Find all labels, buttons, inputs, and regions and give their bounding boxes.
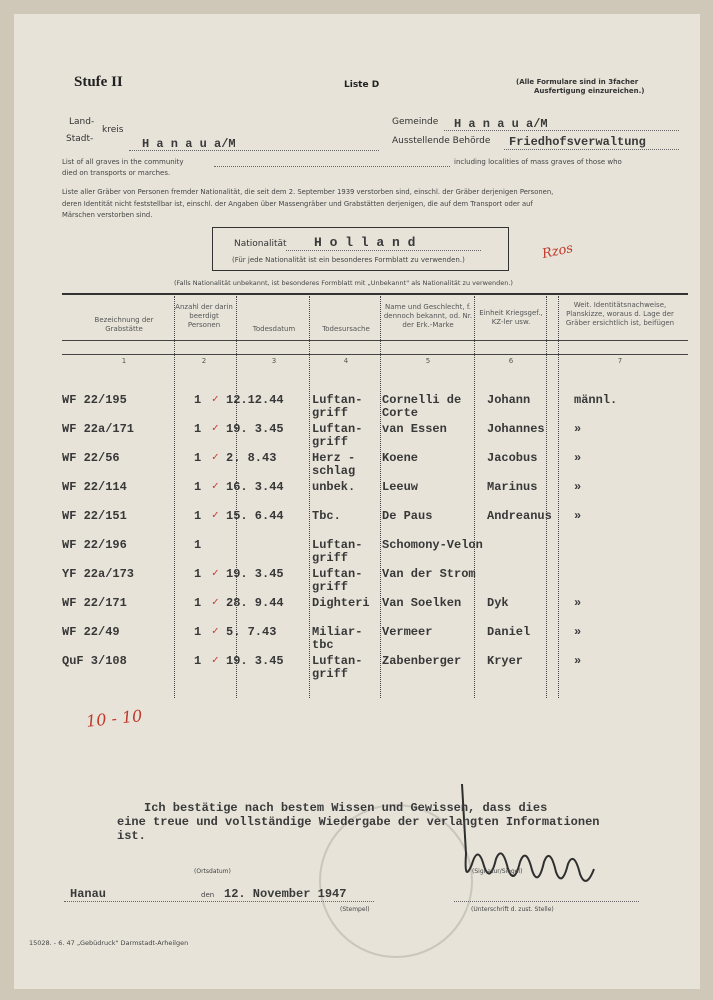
extra-cell: » <box>574 451 582 465</box>
check-cell: ✓ <box>212 423 219 435</box>
english-intro-left-1: List of all graves in the community <box>62 158 184 166</box>
first-name-cell: Johannes <box>487 422 545 436</box>
kreis-value: H a n a u a/M <box>142 137 236 151</box>
col-num-4: 4 <box>343 357 349 365</box>
date-cell: 16. 3.44 <box>226 480 284 494</box>
table-row <box>14 481 700 507</box>
check-cell: ✓ <box>212 452 219 464</box>
table-row <box>14 423 700 449</box>
cause-cell: Dighteri <box>312 596 370 610</box>
table-row <box>14 568 700 594</box>
name-cell: Leeuw <box>382 480 419 494</box>
check-cell: ✓ <box>212 568 219 580</box>
german-intro-1: Liste aller Gräber von Personen fremder Nationalität, die seit dem 2. September 1939 verstorben sind, einschl. der Gräber derjenigen Personen, <box>62 188 554 196</box>
table-row <box>14 452 700 478</box>
extra-cell: » <box>574 480 582 494</box>
table-number-rule <box>62 354 688 355</box>
date-cell: 15. 6.44 <box>226 509 284 523</box>
gemeinde-label: Gemeinde <box>392 117 439 127</box>
land-label: Land- <box>69 117 95 127</box>
cause-cell: Miliar- tbc <box>312 625 363 652</box>
table-top-rule <box>62 293 688 295</box>
first-name-cell: Marinus <box>487 480 538 494</box>
extra-cell: » <box>574 509 582 523</box>
date-cell: 19. 3.45 <box>226 422 284 436</box>
check-cell: ✓ <box>212 597 219 609</box>
first-name-cell: Kryer <box>487 654 524 668</box>
behoerde-line <box>504 149 679 150</box>
grave-cell: YF 22a/173 <box>62 567 135 581</box>
col-num-7: 7 <box>617 357 623 365</box>
date-cell: 19. 3.45 <box>226 567 284 581</box>
table-row <box>14 539 700 565</box>
col-num-1: 1 <box>121 357 127 365</box>
name-cell: Cornelli de Corte <box>382 393 462 420</box>
date-value: 12. November 1947 <box>224 887 347 901</box>
kreis-label: kreis <box>102 125 124 135</box>
cause-cell: unbek. <box>312 480 356 494</box>
extra-cell: » <box>574 596 582 610</box>
grave-cell: WF 22/49 <box>62 625 120 639</box>
statement-line-1: Ich bestätige nach bestem Wissen und Gewissen, dass dies <box>144 801 548 815</box>
stempel-caption: (Stempel) <box>340 906 370 913</box>
col-num-2: 2 <box>201 357 207 365</box>
extra-cell: » <box>574 422 582 436</box>
nationality-value: H o l l a n d <box>314 235 416 250</box>
cause-cell: Tbc. <box>312 509 341 523</box>
nationality-footnote: (Falls Nationalität unbekannt, ist besonderes Formblatt mit „Unbekannt" als Nationalität zu verwenden.) <box>174 279 513 287</box>
extra-cell: » <box>574 625 582 639</box>
name-cell: Zabenberger <box>382 654 462 668</box>
check-cell: ✓ <box>212 510 219 522</box>
english-intro-line <box>214 166 450 167</box>
cause-cell: Luftan- griff <box>312 567 363 594</box>
date-cell: 12.12.44 <box>226 393 284 407</box>
table-header-rule <box>62 340 688 341</box>
check-cell: ✓ <box>212 626 219 638</box>
signature <box>444 774 614 914</box>
cause-cell: Luftan- griff <box>312 393 363 420</box>
table-row <box>14 510 700 536</box>
table-row <box>14 655 700 681</box>
col-header-7: Weit. Identitätsnachweise, Planskizze, woraus d. Lage der Gräber ersichtlich ist, beifügen <box>565 301 675 327</box>
count-cell: 1 <box>194 654 202 668</box>
col-header-3: Todesdatum <box>252 325 296 333</box>
first-name-cell: Johann <box>487 393 531 407</box>
table-row <box>14 394 700 420</box>
gemeinde-value: H a n a u a/M <box>454 117 548 131</box>
form-note-1: (Alle Formulare sind in 3facher <box>516 78 639 86</box>
grave-cell: QuF 3/108 <box>62 654 127 668</box>
german-intro-2: deren Identität nicht feststellbar ist, einschl. der Angaben über Massengräber und Grabstätten derjenigen, die auf dem Transport oder auf <box>62 200 533 208</box>
first-name-cell: Andreanus <box>487 509 552 523</box>
statement-line-3: ist. <box>117 829 146 843</box>
first-name-cell: Dyk <box>487 596 509 610</box>
english-intro-right-1: including localities of mass graves of those who <box>454 158 622 166</box>
cause-cell: Luftan- griff <box>312 422 363 449</box>
count-cell: 1 <box>194 625 202 639</box>
name-cell: Koene <box>382 451 419 465</box>
name-cell: van Essen <box>382 422 447 436</box>
col-num-6: 6 <box>508 357 514 365</box>
date-cell: 19. 3.45 <box>226 654 284 668</box>
count-cell: 1 <box>194 393 202 407</box>
cause-cell: Herz - schlag <box>312 451 356 478</box>
count-cell: 1 <box>194 451 202 465</box>
grave-cell: WF 22/195 <box>62 393 127 407</box>
grave-cell: WF 22/114 <box>62 480 127 494</box>
col-header-1: Bezeichnung der Grabstätte <box>94 316 154 333</box>
col-header-4: Todesursache <box>322 325 370 333</box>
table-row <box>14 597 700 623</box>
first-name-cell: Jacobus <box>487 451 538 465</box>
document-page <box>14 14 700 989</box>
stadt-label: Stadt- <box>66 134 94 144</box>
count-cell: 1 <box>194 538 202 552</box>
check-cell: ✓ <box>212 394 219 406</box>
grave-cell: WF 22/196 <box>62 538 127 552</box>
name-cell: Van der Strom <box>382 567 476 581</box>
check-cell: ✓ <box>212 655 219 667</box>
signatur-caption: (Signatur/Siegel) <box>472 868 523 875</box>
count-cell: 1 <box>194 509 202 523</box>
pencil-mark: Rzos <box>540 240 575 263</box>
name-cell: Vermeer <box>382 625 433 639</box>
statement-line-2: eine treue und vollständige Wiedergabe der verlangten Informationen <box>117 815 600 829</box>
cause-cell: Luftan- griff <box>312 654 363 681</box>
printer-note: 15028. - 6. 47 „Gebüdruck" Darmstadt-Arheilgen <box>29 939 189 947</box>
name-cell: Van Soelken <box>382 596 462 610</box>
col-num-3: 3 <box>271 357 277 365</box>
count-cell: 1 <box>194 422 202 436</box>
count-cell: 1 <box>194 596 202 610</box>
date-cell: 5. 7.43 <box>226 625 277 639</box>
english-intro-left-2: died on transports or marches. <box>62 169 171 177</box>
german-intro-3: Märschen verstorben sind. <box>62 211 153 219</box>
den-label: den <box>201 891 215 899</box>
col-header-6: Einheit Kriegsgef., KZ-ler usw. <box>479 309 543 326</box>
behoerde-label: Ausstellende Behörde <box>392 136 491 146</box>
table-row <box>14 626 700 652</box>
name-cell: De Paus <box>382 509 433 523</box>
count-cell: 1 <box>194 480 202 494</box>
date-cell: 28. 9.44 <box>226 596 284 610</box>
nationality-label: Nationalität <box>234 239 287 249</box>
unterschrift-caption: (Unterschrift d. zust. Stelle) <box>471 906 554 913</box>
first-name-cell: Daniel <box>487 625 531 639</box>
liste-title: Liste D <box>344 80 380 90</box>
col-header-5: Name und Geschlecht, f. dennoch bekannt, od. Nr. der Erk.-Marke <box>383 303 473 329</box>
place-date-line <box>64 901 374 902</box>
col-header-2: Anzahl der darin beerdigt Personen <box>175 303 233 329</box>
grave-cell: WF 22a/171 <box>62 422 135 436</box>
gemeinde-line <box>444 130 679 131</box>
check-cell: ✓ <box>212 481 219 493</box>
grave-cell: WF 22/171 <box>62 596 127 610</box>
name-cell: Schomony-Velon <box>382 538 483 552</box>
extra-cell: männl. <box>574 393 618 407</box>
grave-cell: WF 22/56 <box>62 451 120 465</box>
grave-cell: WF 22/151 <box>62 509 127 523</box>
kreis-line <box>129 150 379 151</box>
col-num-5: 5 <box>425 357 431 365</box>
behoerde-value: Friedhofsverwaltung <box>509 135 646 149</box>
place-value: Hanau <box>70 887 107 901</box>
nationality-note: (Für jede Nationalität ist ein besonderes Formblatt zu verwenden.) <box>232 256 465 264</box>
count-cell: 1 <box>194 567 202 581</box>
nationality-line <box>286 250 481 251</box>
pencil-total: 10 - 10 <box>85 706 144 731</box>
date-cell: 2. 8.43 <box>226 451 277 465</box>
signature-line <box>454 901 639 902</box>
cause-cell: Luftan- griff <box>312 538 363 565</box>
form-note-2: Ausfertigung einzureichen.) <box>534 87 645 95</box>
extra-cell: » <box>574 654 582 668</box>
stufe-title: Stufe II <box>74 74 123 90</box>
ortsdatum-caption: (Ortsdatum) <box>194 868 231 875</box>
